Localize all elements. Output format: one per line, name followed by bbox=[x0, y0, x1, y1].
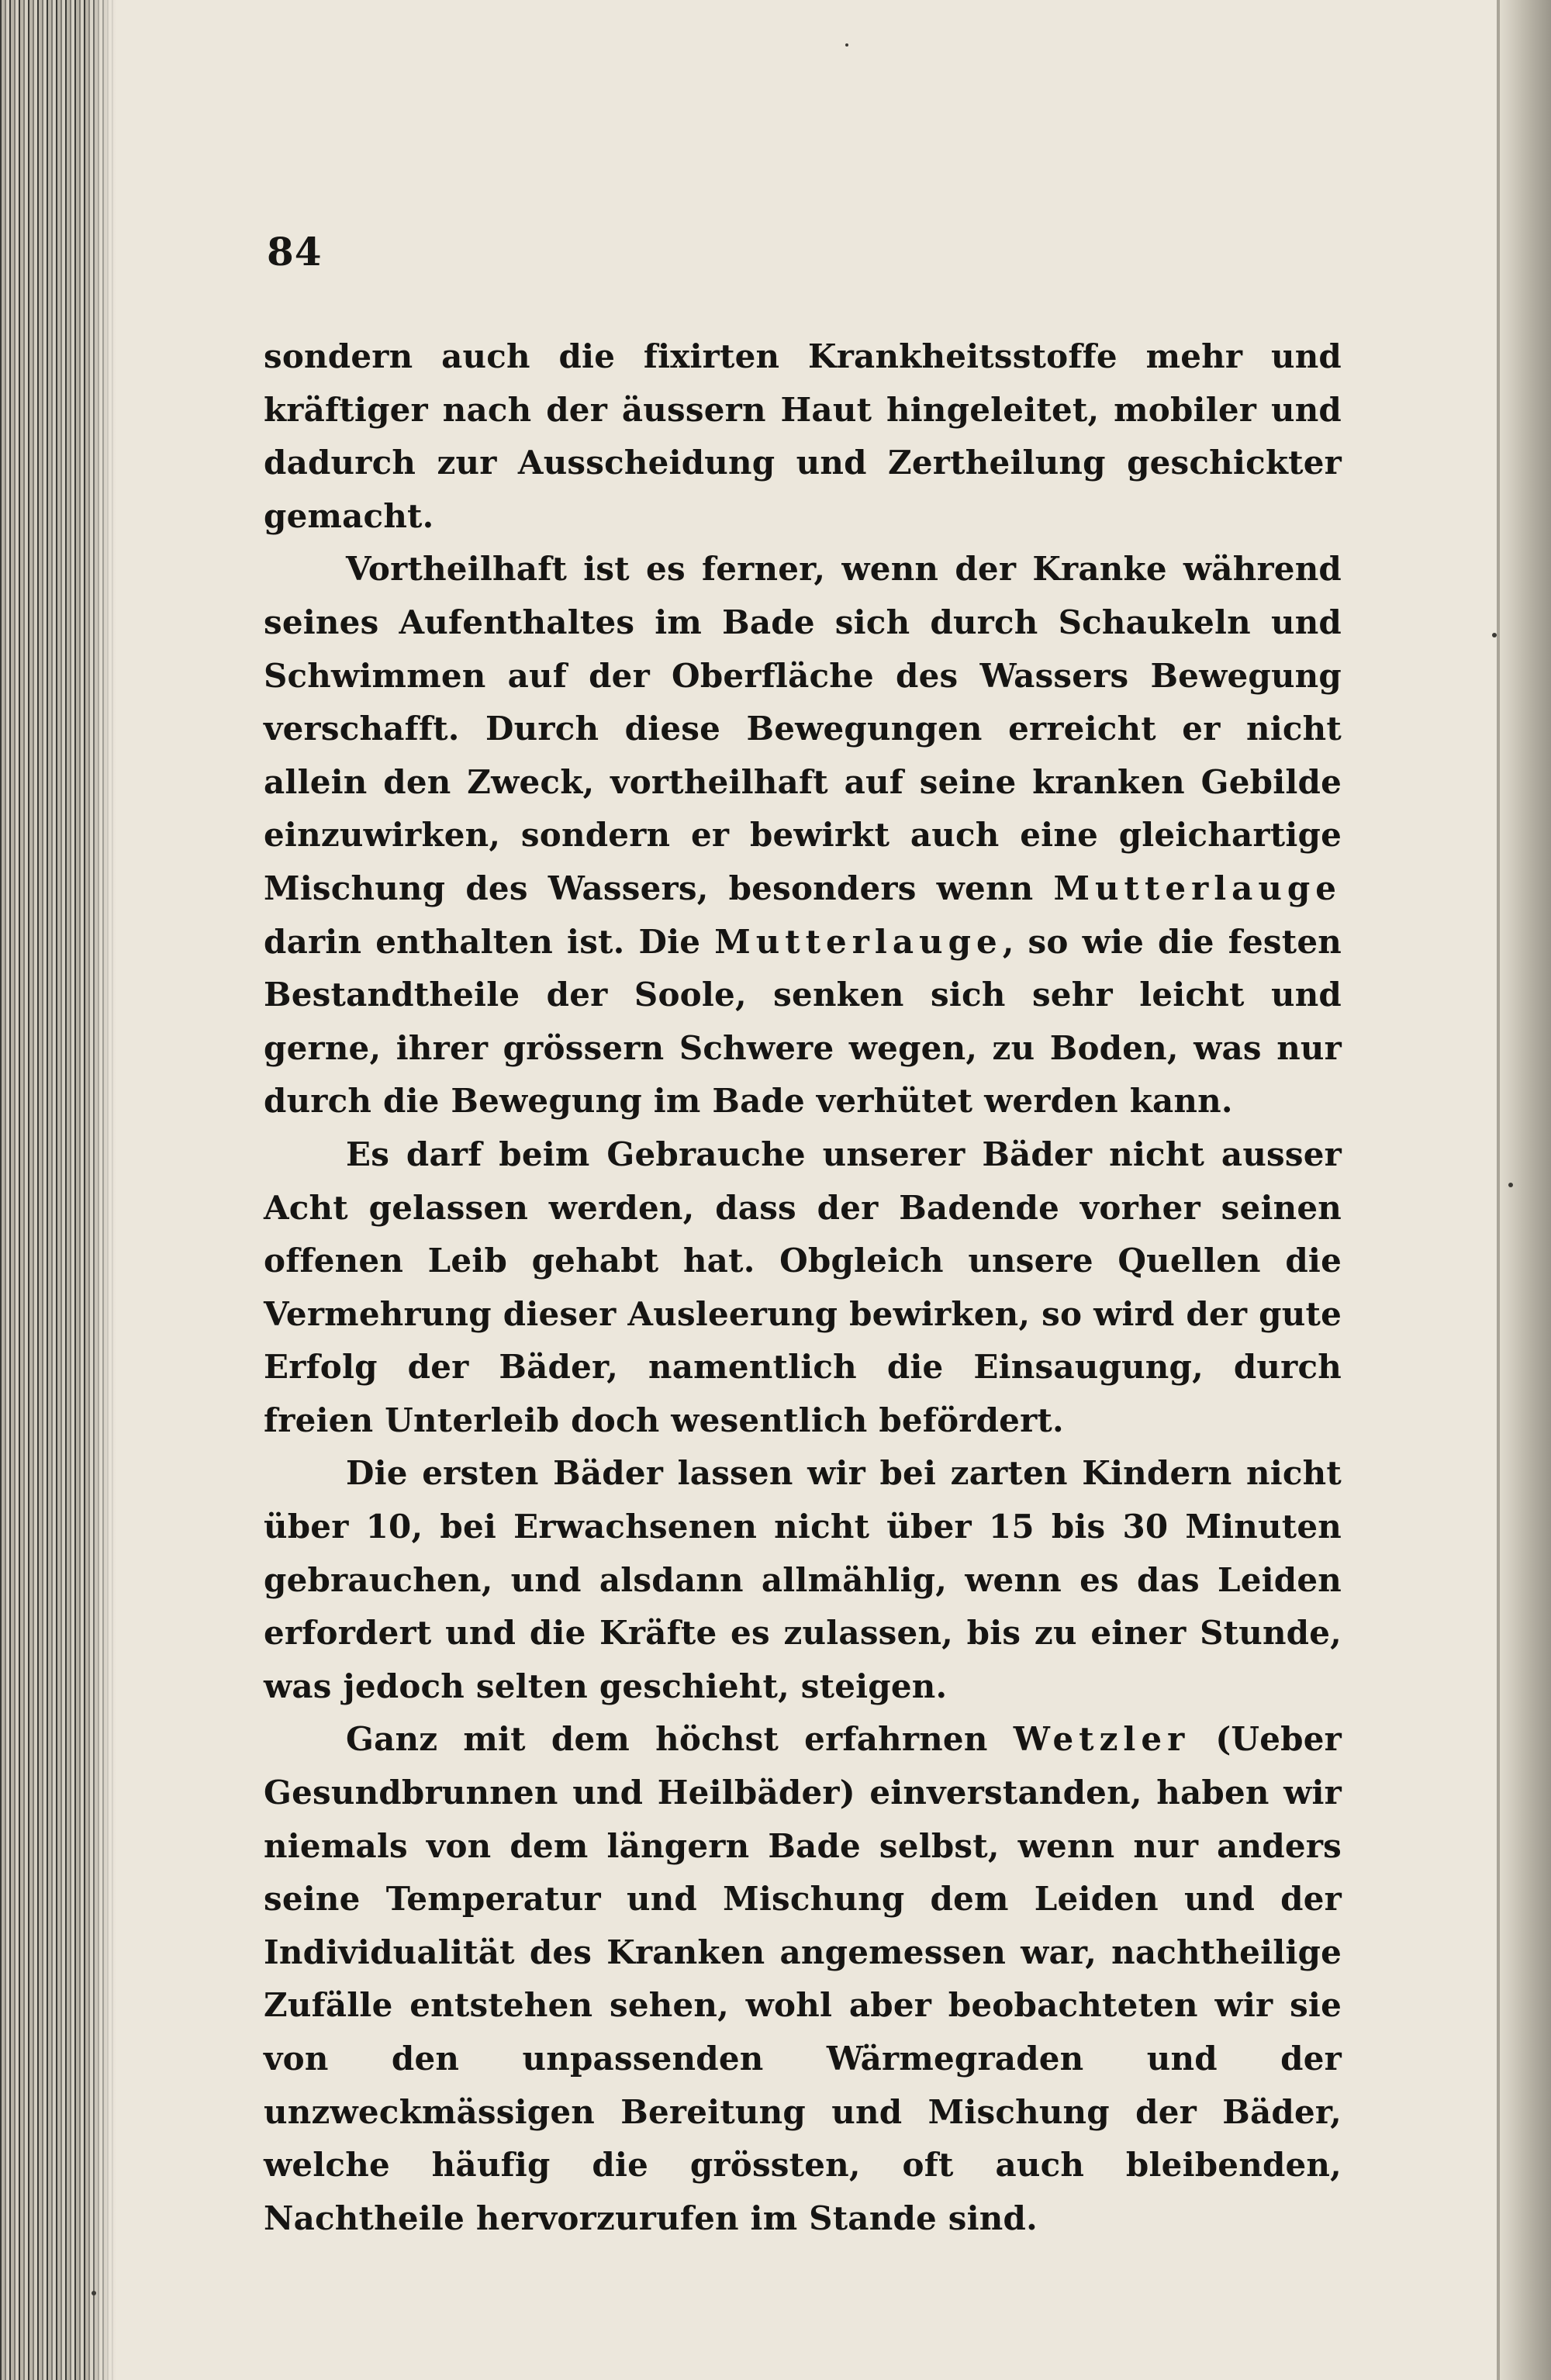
ink-speck bbox=[1492, 633, 1497, 637]
paragraph-4: Die ersten Bäder lassen wir bei zarten Kindern nicht über 10, bei Erwachsenen nicht über 15 bis 30 Minuten gebrauchen, und alsdann allmählig, wenn es das Leiden erfordert und die Kräfte es zulassen, bis zu einer Stunde, was jedoch selten geschieht, steigen. bbox=[264, 1454, 1342, 1705]
page-right-edge bbox=[1497, 0, 1551, 2380]
book-binding-edge bbox=[0, 0, 116, 2380]
spaced-term: Mutterlauge bbox=[1053, 869, 1342, 907]
paragraph-1: sondern auch die fixirten Krankheitsstoffe mehr und kräftiger nach der äussern Haut hingeleitet, mobiler und dadurch zur Ausscheidung und Zertheilung geschickter gemacht. bbox=[264, 337, 1342, 535]
page-number: 84 bbox=[267, 229, 323, 275]
page-text-block bbox=[264, 229, 1342, 2245]
paragraph-3: Es darf beim Gebrauche unserer Bäder nicht ausser Acht gelassen werden, dass der Badende vorher seinen offenen Leib gehabt hat. Obgleich unsere Quellen die Vermehrung dieser Ausleerung bewirken, so wird der gute Erfolg der Bäder, namentlich die Einsaugung, durch freien Unterleib doch wesentlich befördert. bbox=[264, 1135, 1342, 1439]
ink-speck bbox=[845, 43, 848, 47]
ink-speck bbox=[92, 2291, 96, 2295]
paragraph-5: Ganz mit dem höchst erfahrnen Wetzler (Ueber Gesundbrunnen und Heilbäder) einverstanden, haben wir niemals von dem längern Bade selbst, wenn nur anders seine Temperatur und Mischung dem Leiden und der Individualität des Kranken angemessen war, nachtheilige Zufälle entstehen sehen, wohl aber beobachteten wir sie von den unpassenden Wärmegraden und der unzweckmässigen Bereitung und Mischung der Bäder, welche häufig die grössten, oft auch bleibenden, Nachtheile hervorzurufen im Stande sind. bbox=[264, 1720, 1342, 2237]
paragraph-2: Vortheilhaft ist es ferner, wenn der Kranke während seines Aufenthaltes im Bade sich durch Schaukeln und Schwimmen auf der Oberfläche des Wassers Bewegung verschafft. Durch diese Bewegungen erreicht er nicht allein den Zweck, vortheilhaft auf seine kranken Gebilde einzuwirken, sondern er bewirkt auch eine gleichartige Mischung des Wassers, besonders wenn Mutterlauge darin enthalten ist. Die Mutterlauge, so wie die festen Bestandtheile der Soole, senken sich sehr leicht und gerne, ihrer grössern Schwere wegen, zu Boden, was nur durch die Bewegung im Bade verhütet werden kann. bbox=[264, 550, 1342, 1121]
ink-speck bbox=[1508, 1183, 1513, 1187]
spaced-term: Mutterlauge bbox=[714, 922, 1003, 961]
spaced-author-name: Wetzler bbox=[1013, 1720, 1190, 1759]
